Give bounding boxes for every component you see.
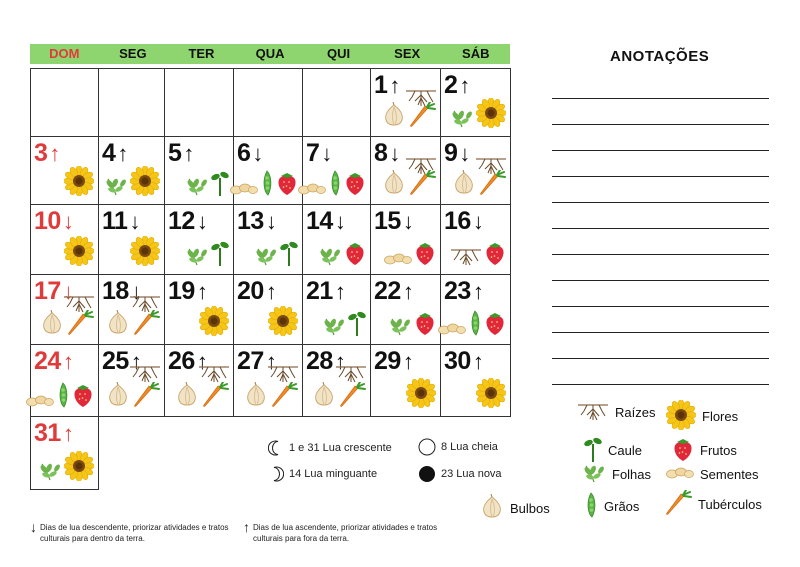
day-cell <box>302 204 371 275</box>
up-arrow-icon: ↑ <box>389 73 400 98</box>
folha-icon <box>185 176 209 201</box>
bulbo-icon <box>106 382 130 413</box>
grao-icon <box>56 382 70 413</box>
day-cell <box>370 204 441 275</box>
weekday-qui: QUI <box>327 46 351 61</box>
plant-icons <box>384 240 436 271</box>
empty-day-cell <box>30 68 99 137</box>
day-number <box>306 207 345 236</box>
plant-icons <box>254 240 298 271</box>
legend-frutos-label: Frutos <box>700 443 737 458</box>
bulbo-icon <box>244 382 268 413</box>
day-cell <box>98 204 165 275</box>
day-cell <box>440 136 511 205</box>
day-cell <box>440 204 511 275</box>
day-cell <box>440 68 511 137</box>
day-cell <box>30 344 99 417</box>
tuberculo-icon <box>408 102 436 133</box>
day-cell <box>440 344 511 417</box>
tuberculo-icon <box>66 310 94 341</box>
day-cell <box>302 344 371 417</box>
plant-icons <box>26 382 94 413</box>
plant-icons <box>130 236 160 271</box>
plant-icons <box>106 310 160 341</box>
weekday-header <box>30 44 510 64</box>
plant-icons <box>40 310 94 341</box>
plant-icons <box>175 382 229 413</box>
fruto-icon <box>344 240 366 271</box>
day-cell <box>302 136 371 205</box>
notes-line <box>552 306 769 307</box>
day-cell <box>370 136 441 205</box>
semente-icon <box>230 182 258 201</box>
down-arrow-icon: ↓ <box>30 519 37 535</box>
notes-line <box>552 332 769 333</box>
legend-bulbos <box>480 494 550 523</box>
day-number-value: 3 <box>34 139 48 167</box>
weekday-seg: SEG <box>119 46 147 61</box>
flor-icon <box>64 236 94 271</box>
plant-icons <box>199 306 229 341</box>
flor-icon <box>476 98 506 133</box>
notes-line <box>552 254 769 255</box>
down-arrow-icon: ↓ <box>402 209 414 234</box>
notes-line <box>552 228 769 229</box>
day-number-value: 19 <box>168 277 195 305</box>
notes-line <box>552 202 769 203</box>
plant-icons <box>185 240 229 271</box>
day-cell <box>30 416 99 490</box>
caule-icon <box>280 240 298 271</box>
plant-icons <box>450 240 506 271</box>
day-number <box>374 347 413 376</box>
day-number <box>34 139 60 168</box>
plant-icons <box>230 170 298 201</box>
down-arrow-icon: ↓ <box>265 209 277 234</box>
plant-icons <box>298 170 366 201</box>
legend-flores <box>666 400 738 433</box>
day-number-value: 22 <box>374 277 401 305</box>
fruto-icon <box>72 382 94 413</box>
day-cell <box>233 204 303 275</box>
plant-icons <box>382 170 436 201</box>
legend-graos-label: Grãos <box>604 499 640 514</box>
notes-line <box>552 98 769 99</box>
down-arrow-icon: ↓ <box>130 279 142 304</box>
day-number <box>444 207 483 236</box>
down-arrow-icon: ↓ <box>321 141 332 166</box>
down-arrow-icon: ↓ <box>459 141 470 166</box>
up-arrow-icon: ↑ <box>265 349 277 374</box>
day-number-value: 12 <box>168 207 195 235</box>
day-number-value: 5 <box>168 139 182 167</box>
plant-icons <box>64 236 94 271</box>
bulbo-icon <box>382 170 406 201</box>
day-number-value: 25 <box>102 347 129 375</box>
plant-icons <box>64 166 94 201</box>
day-number <box>374 277 413 306</box>
day-number-value: 2 <box>444 71 458 99</box>
folha-icon <box>322 316 346 341</box>
day-number-value: 9 <box>444 139 458 167</box>
footnote-ascending <box>243 519 443 544</box>
moon-nova-label: 23 Lua nova <box>441 468 502 480</box>
folha-icon <box>318 246 342 271</box>
bulbo-icon <box>452 170 476 201</box>
flor-icon <box>64 451 94 486</box>
day-cell <box>164 204 234 275</box>
legend-folhas <box>582 463 651 486</box>
semente-icon <box>384 252 412 271</box>
up-arrow-icon: ↑ <box>402 279 414 304</box>
legend-raizes-label: Raízes <box>615 405 656 420</box>
legend-graos <box>584 492 639 521</box>
onion-icon <box>480 494 504 523</box>
day-cell <box>370 344 441 417</box>
day-cell <box>164 136 234 205</box>
caule-icon <box>211 240 229 271</box>
day-cell <box>370 68 441 137</box>
day-number <box>237 277 276 306</box>
day-number <box>444 347 483 376</box>
up-arrow-icon: ↑ <box>402 349 414 374</box>
folha-icon <box>254 246 278 271</box>
moon-nova <box>418 465 502 483</box>
day-number-value: 31 <box>34 419 61 447</box>
up-arrow-icon: ↑ <box>62 421 74 446</box>
plant-icons <box>406 378 436 413</box>
day-number <box>168 207 207 236</box>
waning-moon-icon <box>268 466 284 482</box>
footnote-ascending-text: Dias de lua ascendente, priorizar atividades e tratos culturais para fora da terra. <box>253 523 438 543</box>
tuberculo-icon <box>478 170 506 201</box>
notes-line <box>552 358 769 359</box>
up-arrow-icon: ↑ <box>49 141 60 166</box>
day-cell <box>440 274 511 345</box>
tuberculo-icon <box>408 170 436 201</box>
bulbo-icon <box>40 310 64 341</box>
plant-icons <box>185 170 229 201</box>
notes-line <box>552 176 769 177</box>
up-arrow-icon: ↑ <box>62 349 74 374</box>
day-cell <box>98 274 165 345</box>
day-number <box>237 207 276 236</box>
fruto-icon <box>484 240 506 271</box>
day-number <box>374 139 400 168</box>
tuberculo-icon <box>270 382 298 413</box>
day-number <box>444 71 470 100</box>
plant-icons <box>38 451 94 486</box>
day-cell <box>164 274 234 345</box>
flor-icon <box>130 236 160 271</box>
bulbo-icon <box>106 310 130 341</box>
day-number-value: 18 <box>102 277 129 305</box>
fruto-icon <box>414 310 436 341</box>
day-number <box>444 139 470 168</box>
fruto-icon <box>414 240 436 271</box>
legend-folhas-label: Folhas <box>612 467 652 482</box>
day-cell <box>98 344 165 417</box>
seeds-icon <box>666 466 694 483</box>
up-arrow-icon: ↑ <box>459 73 470 98</box>
roots-icon <box>577 401 609 424</box>
plant-icons <box>382 102 436 133</box>
plant-icons <box>318 240 366 271</box>
fruto-icon <box>276 170 298 201</box>
legend-tuberculos-label: Tubérculos <box>698 497 762 512</box>
up-arrow-icon: ↑ <box>472 279 484 304</box>
grao-icon <box>468 310 482 341</box>
plant-icons <box>104 166 160 201</box>
strawberry-icon <box>672 436 694 465</box>
legend-caule-label: Caule <box>608 443 642 458</box>
up-arrow-icon: ↑ <box>243 519 250 535</box>
day-number-value: 23 <box>444 277 471 305</box>
day-number-value: 29 <box>374 347 401 375</box>
down-arrow-icon: ↓ <box>62 209 74 234</box>
empty-day-cell <box>98 68 165 137</box>
day-cell <box>164 344 234 417</box>
flor-icon <box>130 166 160 201</box>
day-number <box>34 207 73 236</box>
day-number-value: 30 <box>444 347 471 375</box>
empty-day-cell <box>164 68 234 137</box>
down-arrow-icon: ↓ <box>334 209 346 234</box>
plant-icons <box>312 382 366 413</box>
day-number-value: 6 <box>237 139 251 167</box>
day-cell <box>233 344 303 417</box>
day-number-value: 13 <box>237 207 264 235</box>
plant-icons <box>388 310 436 341</box>
up-arrow-icon: ↑ <box>334 349 346 374</box>
notes-line <box>552 280 769 281</box>
day-number <box>374 207 413 236</box>
down-arrow-icon: ↓ <box>196 209 208 234</box>
stem-icon <box>584 436 602 465</box>
day-number <box>306 277 345 306</box>
tuberculo-icon <box>201 382 229 413</box>
down-arrow-icon: ↓ <box>389 141 400 166</box>
moon-minguante <box>268 466 377 482</box>
up-arrow-icon: ↑ <box>130 349 142 374</box>
plant-icons <box>438 310 506 341</box>
sunflower-icon <box>666 400 696 433</box>
tuberculo-icon <box>132 310 160 341</box>
semente-icon <box>438 322 466 341</box>
day-number-value: 17 <box>34 277 61 305</box>
fruto-icon <box>344 170 366 201</box>
day-cell <box>98 136 165 205</box>
empty-day-cell <box>302 68 371 137</box>
day-number-value: 4 <box>102 139 116 167</box>
moon-cheia <box>418 438 498 456</box>
up-arrow-icon: ↑ <box>265 279 277 304</box>
day-number-value: 24 <box>34 347 61 375</box>
down-arrow-icon: ↓ <box>62 279 74 304</box>
day-number-value: 21 <box>306 277 333 305</box>
plant-icons <box>476 378 506 413</box>
plant-icons <box>268 306 298 341</box>
up-arrow-icon: ↑ <box>334 279 346 304</box>
day-cell <box>370 274 441 345</box>
legend-tuberculos <box>664 490 762 519</box>
fruto-icon <box>484 310 506 341</box>
bulbo-icon <box>312 382 336 413</box>
up-arrow-icon: ↑ <box>183 141 194 166</box>
weekday-ter: TER <box>188 46 215 61</box>
weekday-sex: SEX <box>394 46 421 61</box>
weekday-qua: QUA <box>255 46 285 61</box>
day-number <box>168 277 207 306</box>
caule-icon <box>211 170 229 201</box>
day-number <box>444 277 483 306</box>
moon-crescente-label: 1 e 31 Lua crescente <box>289 442 392 454</box>
day-number-value: 11 <box>102 207 128 235</box>
plant-icons <box>452 170 506 201</box>
day-number-value: 7 <box>306 139 320 167</box>
semente-icon <box>298 182 326 201</box>
legend-bulbos-label: Bulbos <box>510 501 550 516</box>
plant-icons <box>106 382 160 413</box>
weekday-sab: SÁB <box>462 46 490 61</box>
leaves-icon <box>582 463 606 486</box>
grao-icon <box>328 170 342 201</box>
day-number <box>237 139 263 168</box>
bulbo-icon <box>382 102 406 133</box>
legend-sementes <box>666 466 759 483</box>
day-number-value: 8 <box>374 139 388 167</box>
empty-day-cell <box>233 68 303 137</box>
tuberculo-icon <box>338 382 366 413</box>
day-number-value: 27 <box>237 347 264 375</box>
grao-icon <box>260 170 274 201</box>
up-arrow-icon: ↑ <box>472 349 484 374</box>
folha-icon <box>38 461 62 486</box>
weekday-dom: DOM <box>49 46 80 61</box>
up-arrow-icon: ↑ <box>196 279 208 304</box>
day-number-value: 1 <box>374 71 388 99</box>
full-moon-icon <box>418 438 436 456</box>
plant-icons <box>450 98 506 133</box>
day-number <box>34 347 73 376</box>
up-arrow-icon: ↑ <box>117 141 128 166</box>
day-cell <box>233 136 303 205</box>
folha-icon <box>104 176 128 201</box>
pea-pod-icon <box>584 492 598 521</box>
down-arrow-icon: ↓ <box>472 209 484 234</box>
notes-title: ANOTAÇÕES <box>610 48 710 65</box>
day-cell <box>30 204 99 275</box>
plant-icons <box>322 310 366 341</box>
down-arrow-icon: ↓ <box>129 209 140 234</box>
flor-icon <box>476 378 506 413</box>
flor-icon <box>64 166 94 201</box>
moon-crescente <box>268 440 392 456</box>
footnote-descending-text: Dias de lua descendente, priorizar atividades e tratos culturais para dentro da terra. <box>40 523 229 543</box>
day-number-value: 20 <box>237 277 264 305</box>
bulbo-icon <box>175 382 199 413</box>
flor-icon <box>268 306 298 341</box>
legend-flores-label: Flores <box>702 409 739 424</box>
day-number <box>168 139 194 168</box>
day-number <box>102 139 128 168</box>
day-number-value: 15 <box>374 207 401 235</box>
day-number-value: 14 <box>306 207 333 235</box>
raiz-icon <box>450 246 482 271</box>
flor-icon <box>406 378 436 413</box>
notes-line <box>552 150 769 151</box>
day-cell <box>302 274 371 345</box>
day-number-value: 26 <box>168 347 195 375</box>
carrot-icon <box>664 490 692 519</box>
day-number-value: 28 <box>306 347 333 375</box>
day-cell <box>30 136 99 205</box>
footnote-descending <box>30 519 230 544</box>
legend-caule <box>584 436 642 465</box>
flor-icon <box>199 306 229 341</box>
legend-raizes <box>577 401 655 424</box>
day-number <box>374 71 400 100</box>
day-cell <box>233 274 303 345</box>
caule-icon <box>348 310 366 341</box>
day-number <box>34 419 73 448</box>
moon-minguante-label: 14 Lua minguante <box>289 468 378 480</box>
day-number-value: 16 <box>444 207 471 235</box>
folha-icon <box>450 108 474 133</box>
day-number-value: 10 <box>34 207 61 235</box>
new-moon-icon <box>418 465 436 483</box>
plant-icons <box>244 382 298 413</box>
semente-icon <box>26 394 54 413</box>
tuberculo-icon <box>132 382 160 413</box>
crescent-moon-icon <box>268 440 284 456</box>
moon-cheia-label: 8 Lua cheia <box>441 441 498 453</box>
day-number <box>102 207 140 236</box>
legend-frutos <box>672 436 737 465</box>
notes-line <box>552 124 769 125</box>
up-arrow-icon: ↑ <box>196 349 208 374</box>
legend-sementes-label: Sementes <box>700 467 759 482</box>
day-cell <box>30 274 99 345</box>
day-number <box>306 139 332 168</box>
folha-icon <box>185 246 209 271</box>
down-arrow-icon: ↓ <box>252 141 263 166</box>
notes-line <box>552 384 769 385</box>
folha-icon <box>388 316 412 341</box>
